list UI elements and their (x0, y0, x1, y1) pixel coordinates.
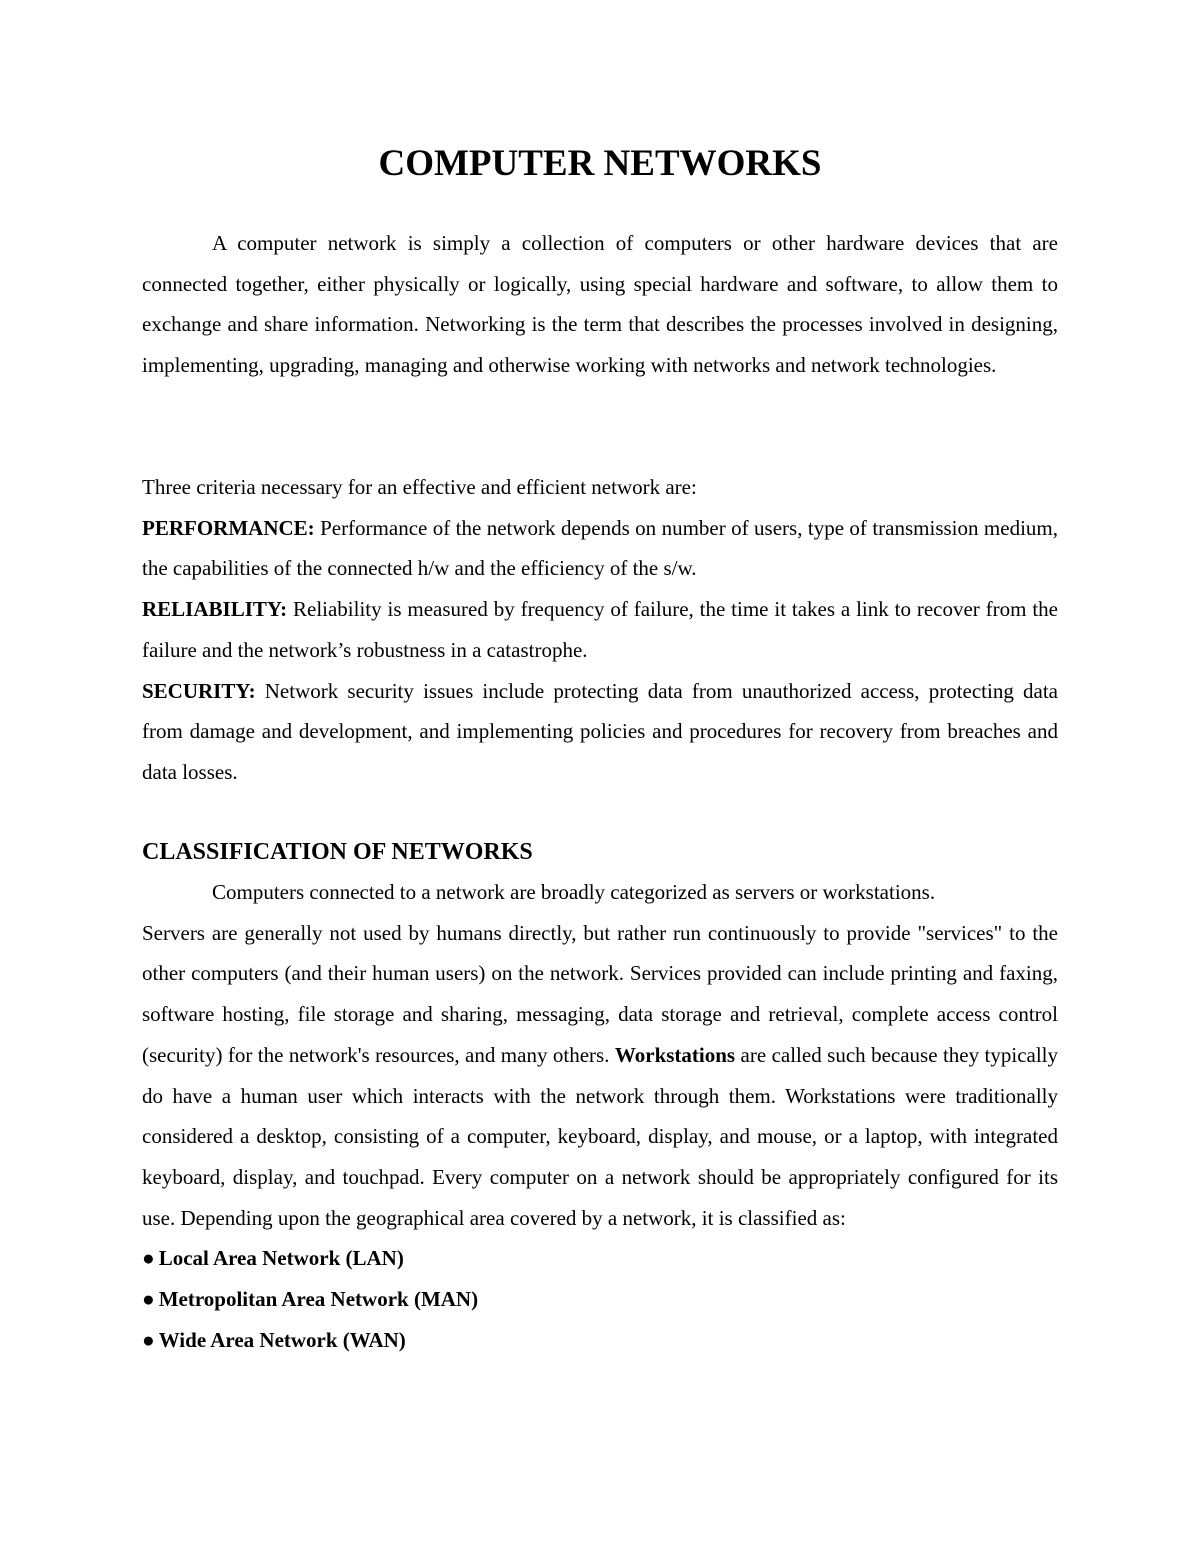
list-item (142, 1320, 1058, 1361)
bullet-icon: ● (142, 1246, 155, 1271)
criteria-term: SECURITY: (142, 678, 256, 703)
workstations-term: Workstations (614, 1042, 736, 1067)
workstations-text: are called such because they typically do have a human user which interacts with the network through them. Workstations were traditionally considered a desktop, consisting of a computer, keyboard, display, and mouse, or a laptop, with integrated keyboard, display, and touchpad. Every computer on a network should be appropriately configured for its use. Depending upon the geographical area covered by a network, it is classified as: (142, 1042, 1059, 1230)
bullet-icon: ● (142, 1327, 155, 1352)
list-item-label: Local Area Network (LAN) (158, 1246, 404, 1271)
bullet-icon: ● (142, 1287, 155, 1312)
list-item-label: Metropolitan Area Network (MAN) (158, 1287, 479, 1312)
criteria-section (142, 467, 1058, 793)
criteria-text: Performance of the network depends on number of users, type of transmission medium, the capabilities of the connected h/w and the efficiency of the s/w. (142, 515, 1058, 581)
classification-first-line: Computers connected to a network are broadly categorized as servers or workstations. (212, 880, 936, 904)
criteria-term: RELIABILITY: (142, 597, 288, 622)
list-item (142, 1238, 1058, 1279)
criteria-text: Reliability is measured by frequency of failure, the time it takes a link to recover from the failure and the network’s robustness in a catastrophe. (142, 597, 1058, 662)
list-item (142, 1279, 1058, 1320)
servers-text: Servers are generally not used by humans directly, but rather run continuously to provide "services" to the other computers (and their human users) on the network. Services provided can include printing and faxing, software hosting, file storage and sharing, messaging, data storage and retrieval, complete access control (security) for the network's resources, and many others. (142, 920, 1058, 1067)
criteria-security (142, 671, 1058, 793)
criteria-performance (142, 508, 1058, 589)
intro-section (142, 223, 1058, 386)
document-title: COMPUTER NETWORKS (378, 143, 822, 184)
classification-section (142, 832, 1058, 1360)
servers-paragraph (142, 913, 1058, 1239)
criteria-text: Network security issues include protecting data from unauthorized access, protecting data from damage and development, and implementing policies and procedures for recovery from breaches and data losses. (142, 678, 1058, 784)
section-heading: CLASSIFICATION OF NETWORKS (142, 839, 533, 865)
criteria-reliability (142, 589, 1058, 670)
network-types-list (142, 1238, 1058, 1360)
intro-paragraph: A computer network is simply a collection of computers or other hardware devices that are connected together, either physically or logically, using special hardware and software, to allow them to exchange and share information. Networking is the term that describes the processes involved in designing, implementing, upgrading, managing and otherwise working with networks and network technologies. (142, 231, 1058, 378)
list-item-label: Wide Area Network (WAN) (158, 1327, 406, 1352)
criteria-term: PERFORMANCE: (142, 515, 315, 540)
criteria-intro: Three criteria necessary for an effective and efficient network are: (142, 475, 697, 499)
